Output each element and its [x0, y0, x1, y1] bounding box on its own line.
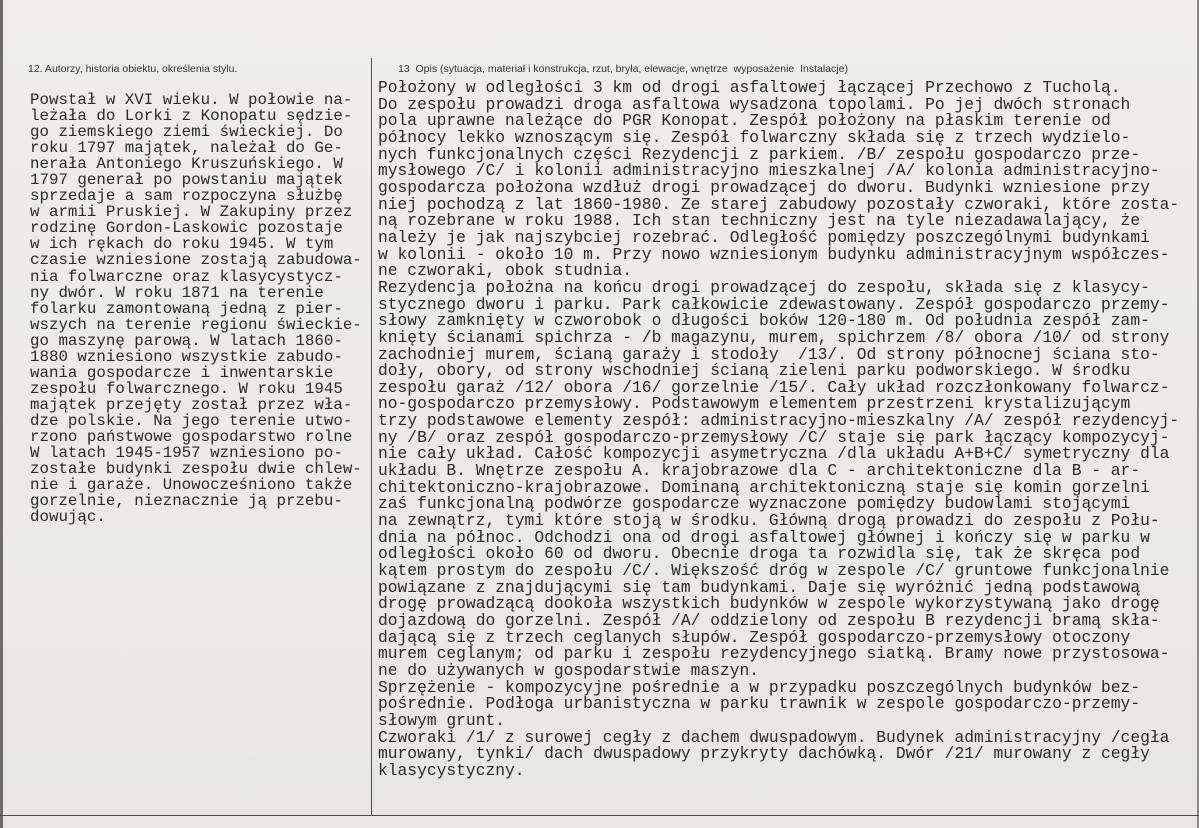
history-text-column	[30, 92, 362, 525]
text-line: Do zespołu prowadzi droga asfaltowa wysadzona topolami. Po jej dwóch stronach	[378, 94, 1131, 114]
text-line: zespołu garaż /12/ obora /16/ gorzelnie /15/. Cały układ rozczłonkowany folwarcz-	[378, 377, 1170, 397]
text-line: nia folwarczne oraz klasycystycz-	[30, 267, 343, 286]
text-line: nych funkcjonalnych części Rezydencji z parkiem. /B/ zespołu gospodarczo prze-	[378, 144, 1141, 164]
text-line: murem ceglanym; od parku i zespołu rezydencyjnego siatką. Bramy nowe przystosowa-	[378, 644, 1170, 664]
text-line: trzy podstawowe elementy zespół: administracyjno-mieszkalny /A/ zespół rezydencyj-	[378, 411, 1180, 431]
text-line: pośrednie. Podłoga urbanistyczna w parku trawnik w zespole gospodarczo-przemy-	[378, 694, 1141, 714]
text-line: go ziemskiego ziemi świeckiej. Do	[30, 123, 343, 142]
card-left-edge	[0, 0, 3, 828]
text-line: gorzelnie, nieznacznie ją przebu-	[30, 492, 343, 511]
text-line: nerała Antoniego Kruszuńskiego. W	[30, 155, 343, 174]
text-line: dze polskie. Na jego terenie utwo-	[30, 411, 353, 430]
text-line: Położony w odległości 3 km od drogi asfaltowej łączącej Przechowo z Tucholą.	[378, 78, 1121, 97]
text-line: majątek przejęty został przez wła-	[30, 395, 353, 414]
text-line: folarku zamontowaną jedną z pier-	[30, 299, 343, 318]
text-line: Rezydencja położna na końcu drogi prowadzącej do zespołu, składa się z klasycy-	[378, 277, 1150, 297]
text-line: leżała do Lorki z Konopatu sędzie-	[30, 107, 353, 126]
text-line: nie i garaże. Unowocześniono także	[30, 476, 353, 495]
text-line: gospodarcza położona wzdłuż drogi prowadzącej do dworu. Budynki wzniesione przy	[378, 177, 1150, 197]
text-line: Sprzężenie - kompozycyjne pośrednie a w przypadku poszczególnych budynków bez-	[378, 677, 1141, 697]
text-line: 1797 generał po powstaniu majątek	[30, 171, 343, 190]
text-line: układu B. Wnętrze zespołu A. krajobrazowe dla C - architektoniczne dla B - ar-	[378, 461, 1141, 481]
text-line: 1880 wzniesiono wszystkie zabudo-	[30, 347, 343, 366]
text-line: ne czworaki, obok studnia.	[378, 261, 633, 281]
text-line: rodzinę Gordon-Laskowic pozostaje	[30, 219, 343, 238]
text-line: dowując.	[30, 508, 106, 527]
text-line: dającą się z trzech ceglanych słupów. Zespół gospodarczo-przemysłowy otoczony	[378, 627, 1131, 647]
text-line: W latach 1945-1957 wzniesiono po-	[30, 444, 343, 463]
text-line: wszych na terenie regionu świeckie-	[30, 315, 362, 334]
text-line: chitektoniczno-krajobrazowe. Dominaną architektoniczną staje się komin gorzelni	[378, 477, 1150, 497]
text-line: w kolonii - około 10 m. Przy nowo wzniesionym budynku administracyjnym współczes-	[378, 244, 1170, 264]
text-line: powiązane z znajdującymi się tam budynkami. Daje się wyróżnić jedną podstawową	[378, 577, 1141, 597]
text-line: pola uprawne należące do PGR Konopat. Zespół położony na płaskim terenie od	[378, 111, 1111, 131]
text-line: dojazdową do gorzelni. Zespół /A/ oddzielony od zespołu B rezydencji bramą skła-	[378, 611, 1160, 630]
text-line: nie cały układ. Całość kompozycji asymetryczna /dla układu A+B+C/ symetryczny dla	[378, 444, 1170, 464]
text-line: czasie wzniesione zostają zabudowa-	[30, 251, 362, 270]
text-line: ną rozebrane w roku 1988. Ich stan techniczny jest na tyle niezadawalający, że	[378, 211, 1141, 231]
text-line: no-gospodarczo przemysłowy. Podstawowym elementem przestrzeni krystalizującym	[378, 394, 1131, 414]
section-12-header: 12. Autorzy, historia obiektu, określenia stylu.	[28, 63, 238, 75]
text-line: Powstał w XVI wieku. W połowie na-	[30, 91, 353, 109]
text-line: doły, obory, od strony wschodniej ścianą zieleni parku podworskiego. W środku	[378, 361, 1131, 381]
text-line: na zewnątrz, tymi które stoją w środku. Główną drogą prowadzi do zespołu z Połu-	[378, 511, 1160, 531]
text-line: mysłowego /C/ i kolonii administracyjno mieszkalnej /A/ kolonia administracyjno-	[378, 161, 1160, 181]
text-line: zostałe budynki zespołu dwie chlew-	[30, 460, 362, 479]
text-line: sprzedaje a sam rozpoczyna służbę	[30, 187, 343, 206]
text-line: słowy zamknięty w czworobok o długości boków 120-180 m. Od południa zespół zam-	[378, 311, 1150, 331]
text-line: północy lekko wznoszącym się. Zespół folwarczny składa się z trzech wydzielo-	[378, 127, 1131, 147]
text-line: murowany, tynki/ dach dwuspadowy przykryty dachówką. Dwór /21/ murowany z cegły	[378, 744, 1150, 764]
section-13-header: 13 Opis (sytuacja, materiał i konstrukcja, rzut, bryła, elewacje, wnętrze wyposażenie Instalacje)	[398, 63, 848, 75]
text-line: go maszynę parową. W latach 1860-	[30, 331, 343, 350]
text-line: należy je jak najszybciej rozebrać. Odległość pomiędzy poszczególnymi budynkami	[378, 227, 1150, 247]
text-line: zachodniej murem, ścianą garaży i stodoły /13/. Od strony północnej ściana sto-	[378, 344, 1160, 364]
text-line: ny dwór. W roku 1871 na terenie	[30, 283, 324, 302]
text-line: rzono państwowe gospodarstwo rolne	[30, 427, 353, 446]
text-line: klasycystyczny.	[378, 760, 525, 780]
text-line: wania gospodarcze i inwentarskie	[30, 363, 334, 382]
description-text-column	[378, 80, 1179, 780]
text-line: zaś funkcjonalną podwórze gospodarcze wyznaczone pomiędzy budowlami stojącymi	[378, 494, 1131, 514]
text-line: Czworaki /1/ z surowej cegły z dachem dwuspadowym. Budynek administracyjny /cegła	[378, 727, 1170, 747]
text-line: stycznego dworu i parku. Park całkowicie zdewastowany. Zespół gospodarczo przemy-	[378, 294, 1170, 314]
text-line: w armii Pruskiej. W Zakupiny przez	[30, 203, 353, 222]
text-line: dnia na północ. Odchodzi ona od drogi asfaltowej głównej i kończy się w parku w	[378, 527, 1150, 547]
text-line: słowym grunt.	[378, 710, 506, 730]
column-divider	[371, 58, 372, 816]
text-line: kątem prostym do zespołu /C/. Większość dróg w zespole /C/ gruntowe funkcjonalnie	[378, 561, 1170, 581]
text-line: ny /B/ oraz zespół gospodarczo-przemysłowy /C/ staje się park łączący kompozycyj-	[378, 427, 1170, 447]
text-line: w ich rękach do roku 1945. W tym	[30, 235, 334, 254]
text-line: odległości około 60 od dworu. Obecnie droga ta rozwidla się, tak że skręca pod	[378, 544, 1141, 564]
text-line: niej pochodzą z lat 1860-1980. Ze starej zabudowy pozostały czworaki, które zosta-	[378, 194, 1180, 214]
text-line: knięty ścianami spichrza - /b magazynu, murem, spichrzem /8/ obora /10/ od strony	[378, 327, 1170, 347]
text-line: ne do używanych w gospodarstwie maszyn.	[378, 660, 760, 680]
text-line: zespołu folwarcznego. W roku 1945	[30, 379, 343, 398]
text-line: drogę prowadzącą dookoła wszystkich budynków w zespole wykorzystywaną jako drogę	[378, 594, 1160, 614]
bottom-rule	[0, 815, 1199, 816]
text-line: roku 1797 majątek, należał do Ge-	[30, 139, 343, 158]
